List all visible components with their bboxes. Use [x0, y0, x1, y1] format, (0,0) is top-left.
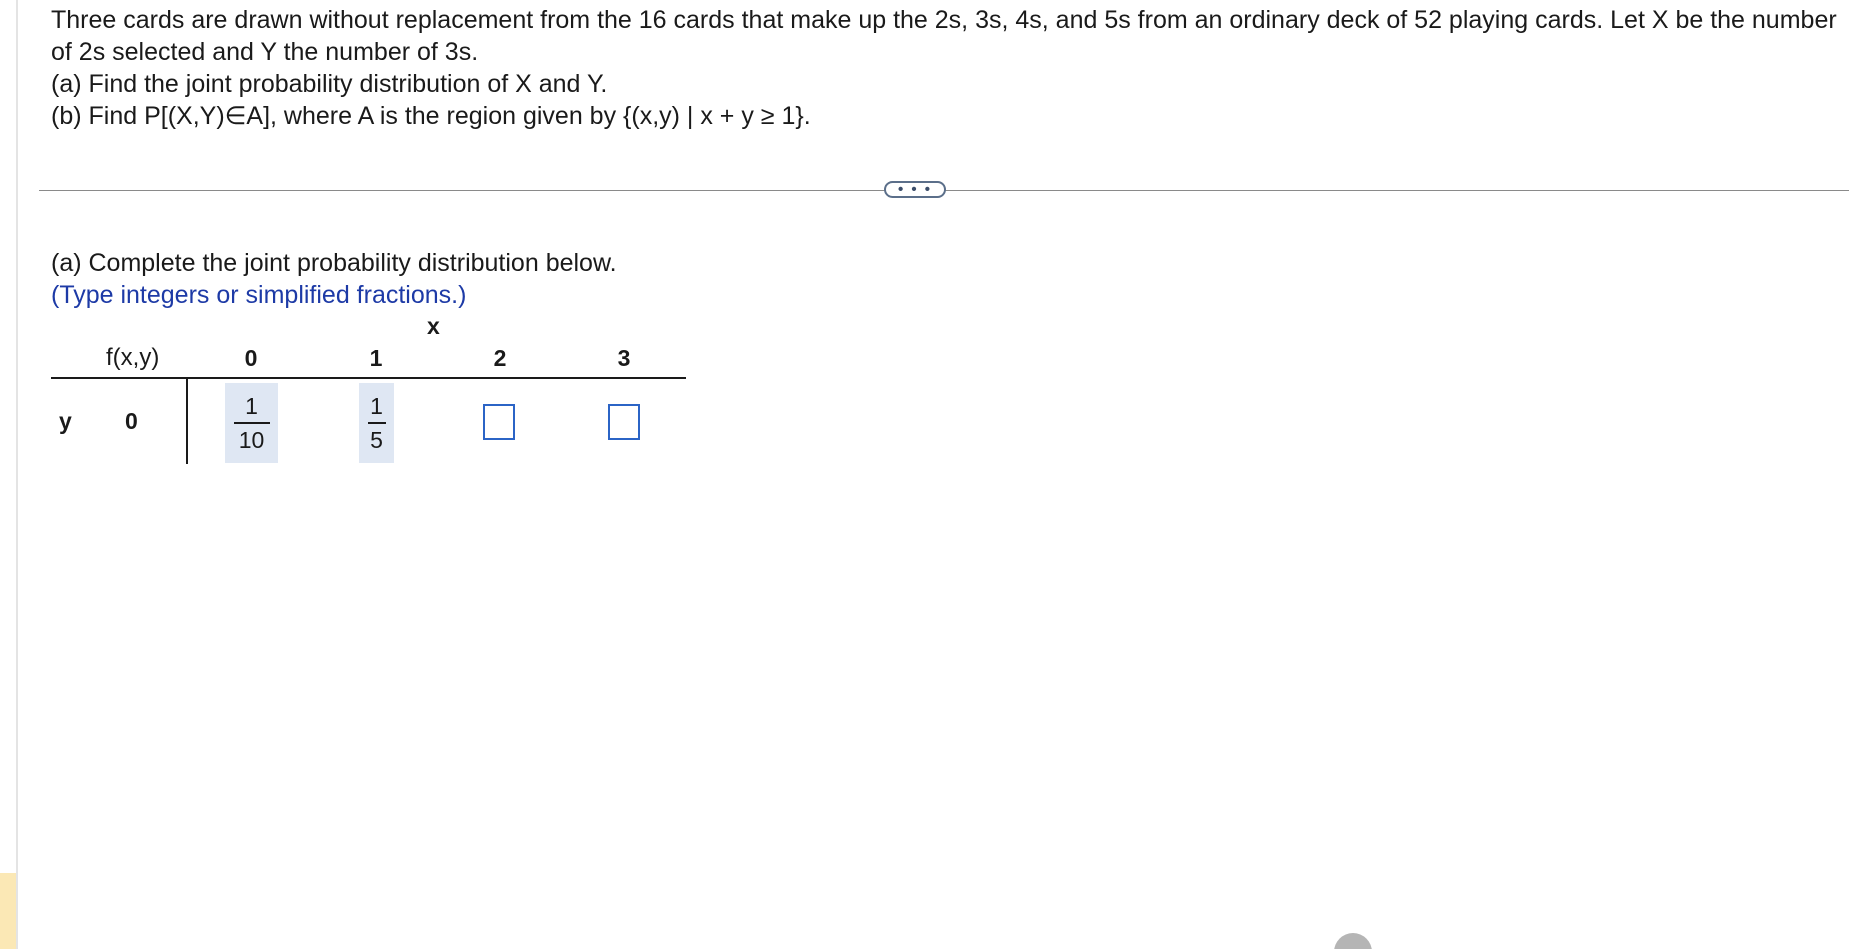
expand-more-button[interactable]: • • • [884, 181, 946, 198]
cell-x0-y0-numerator: 1 [245, 393, 258, 420]
cell-x1-y0-denominator: 5 [370, 426, 383, 453]
row-variable-label: y [59, 408, 72, 434]
left-border [16, 0, 18, 949]
side-tab [0, 873, 16, 949]
row-header-y0: 0 [125, 408, 138, 434]
cell-x0-y0-fraction[interactable] [225, 383, 278, 463]
column-header-x0: 0 [244, 345, 258, 371]
question-part-b: (b) Find P[(X,Y)∈A], where A is the region given by {(x,y) | x + y ≥ 1}. [51, 102, 811, 130]
cell-x1-y0-fraction[interactable] [359, 383, 394, 463]
table-header-rule [51, 377, 686, 379]
cell-x3-y0-input[interactable] [608, 404, 640, 440]
column-header-x3: 3 [617, 345, 631, 371]
cell-x2-y0-input[interactable] [483, 404, 515, 440]
table-row-header-rule [186, 377, 188, 464]
corner-label: f(x,y) [106, 344, 160, 371]
part-a-heading: (a) Complete the joint probability distribution below. [51, 249, 617, 277]
fraction-bar [368, 422, 386, 424]
fraction-bar [234, 422, 270, 424]
cell-x0-y0-denominator: 10 [238, 426, 265, 453]
cell-x1-y0-numerator: 1 [370, 393, 383, 420]
scroll-handle[interactable] [1334, 933, 1372, 949]
question-part-a: (a) Find the joint probability distribution of X and Y. [51, 70, 608, 98]
column-variable-label: x [427, 313, 440, 339]
column-header-x1: 1 [369, 345, 383, 371]
question-text [51, 4, 1841, 132]
column-header-x2: 2 [493, 345, 507, 371]
question-statement: Three cards are drawn without replacement from the 16 cards that make up the 2s, 3s, 4s, and 5s from an ordinary deck of 52 playing cards. Let X be the number of 2s selected and Y the number of 3s. [51, 6, 1837, 66]
part-a-hint: (Type integers or simplified fractions.) [51, 281, 467, 309]
